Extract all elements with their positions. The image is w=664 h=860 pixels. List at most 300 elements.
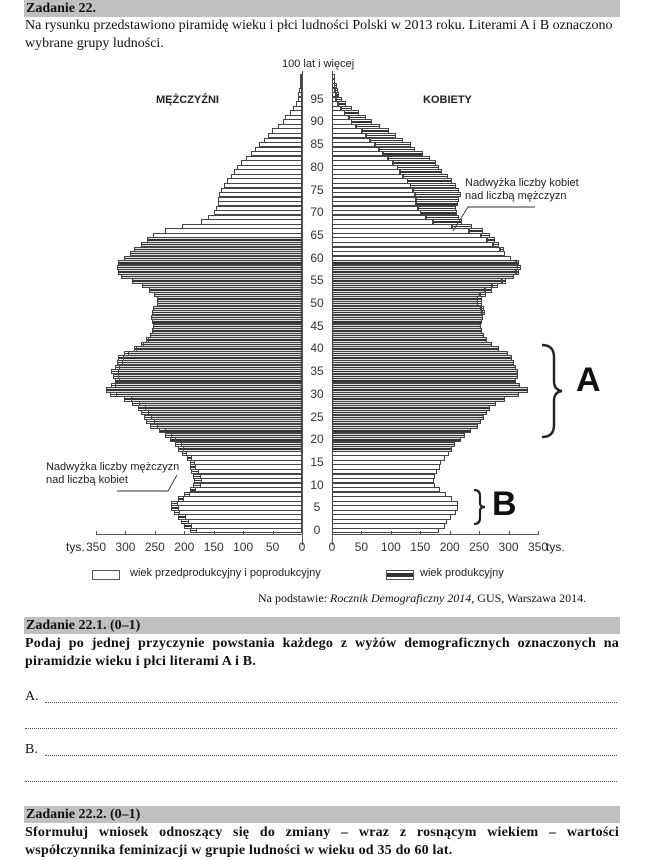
women-excess-bar [500, 247, 504, 252]
women-bar [332, 315, 483, 320]
women-label: KOBIETY [423, 94, 472, 106]
women-bar [332, 487, 440, 492]
women-bar [332, 514, 451, 519]
men-bar [178, 510, 302, 515]
men-bar [153, 419, 302, 424]
men-bar [121, 360, 303, 365]
men-bar [134, 247, 302, 252]
men-excess-bar [175, 442, 181, 447]
women-excess-bar [400, 169, 442, 174]
task-22-header: Zadanie 22. [24, 0, 620, 17]
women-bar [332, 138, 370, 143]
women-bar [332, 188, 413, 193]
women-bar [332, 464, 440, 469]
women-bar [332, 260, 516, 265]
men-bar [147, 337, 302, 342]
women-bar [332, 242, 493, 247]
x-tick [96, 531, 97, 535]
men-bar [149, 287, 302, 292]
men-excess-bar [178, 446, 184, 451]
women-unit-label: tys. [546, 540, 565, 554]
women-bar [332, 387, 528, 392]
men-bar [241, 160, 302, 165]
women-excess-bar [413, 188, 459, 193]
x-tick-label: 350 [527, 540, 549, 554]
x-tick-label: 300 [498, 540, 519, 554]
age-tick-label: 40 [310, 341, 324, 356]
men-bar [182, 224, 302, 229]
women-excess-bar [410, 183, 456, 188]
women-bar [332, 492, 446, 497]
x-tick-label: 100 [233, 540, 254, 554]
women-excess-bar [416, 197, 459, 202]
task-22-1-header: Zadanie 22.1. (0–1) [24, 617, 620, 634]
men-bar [199, 483, 302, 488]
men-excess-bar [190, 460, 195, 465]
men-bar [144, 405, 302, 410]
men-excess-bar [190, 464, 196, 469]
men-bar [135, 346, 302, 351]
answer-a-label: A. [25, 689, 39, 704]
men-excess-bar [178, 496, 185, 501]
x-tick-label: 150 [203, 540, 224, 554]
men-bar [114, 383, 302, 388]
task-22-intro: Na rysunku przedstawiono piramidę wieku i płci ludności Polski w 2013 roku. Literami A i B oznaczono wybrane grupy ludności. [25, 18, 613, 51]
men-bar [118, 378, 302, 383]
men-bar [214, 210, 303, 215]
answer-b-line-2[interactable] [25, 781, 617, 782]
men-bar [283, 119, 303, 124]
women-bar [332, 478, 434, 483]
women-bar [332, 505, 458, 510]
men-bar [268, 133, 302, 138]
answer-a-line-1[interactable] [45, 702, 617, 703]
women-excess-bar [477, 301, 481, 306]
women-bar [332, 419, 481, 424]
women-excess-bar [516, 260, 519, 265]
women-bar [332, 219, 433, 224]
women-bar [332, 510, 456, 515]
women-excess-bar [517, 265, 520, 270]
men-excess-bar [178, 514, 186, 519]
age-tick-label: 45 [310, 318, 324, 333]
men-bar [259, 142, 302, 147]
women-excess-bar [351, 119, 372, 124]
men-bar [190, 523, 303, 528]
age-tick-label: 5 [313, 500, 321, 515]
women-bar [332, 201, 416, 206]
brace-b-icon [472, 488, 488, 526]
x-tick-label: 250 [469, 540, 490, 554]
men-bar [118, 365, 302, 370]
men-bar [182, 446, 302, 451]
women-bar [332, 324, 481, 329]
men-bar [224, 183, 303, 188]
men-excess-bar [181, 519, 189, 524]
women-excess-bar [344, 110, 359, 115]
men-bar [272, 128, 302, 133]
men-bar [218, 201, 302, 206]
men-excess-pointer [115, 473, 195, 495]
women-excess-bar [336, 92, 340, 97]
age-tick-label: 20 [310, 432, 324, 447]
women-bar [332, 415, 484, 420]
women-excess-bar [362, 128, 389, 133]
men-bar [216, 206, 302, 211]
women-excess-bar [516, 269, 519, 274]
x-tick [509, 531, 510, 535]
task-22-2-prompt: Sformułuj wniosek odnoszący się do zmiany – wraz z rosnącym wiekiem – wartości współczynnika feminizacji w grupie ludności w wieku od 35 do 60 lat. [25, 825, 619, 858]
women-excess-pointer [450, 205, 540, 235]
men-excess-bar [144, 415, 152, 420]
men-bar [165, 228, 302, 233]
women-excess-bar [341, 106, 352, 111]
women-bar [332, 360, 514, 365]
men-excess-bar [138, 405, 146, 410]
legend-prod-label: wiek produkcyjny [420, 567, 504, 579]
men-excess-bar [171, 505, 178, 510]
men-bar [218, 197, 302, 202]
men-excess-bar [194, 478, 202, 483]
men-excess-bar [174, 510, 181, 515]
women-bar [332, 474, 435, 479]
women-bar [332, 156, 388, 161]
men-unit-label: tys. [66, 540, 85, 554]
x-tick [273, 531, 274, 535]
women-bar [332, 178, 408, 183]
men-bar [117, 374, 303, 379]
men-bar [255, 147, 302, 152]
men-bar [234, 169, 302, 174]
women-bar [332, 206, 418, 211]
task-22-2-header: Zadanie 22.2. (0–1) [24, 806, 620, 823]
men-bar [152, 310, 302, 315]
women-bar [332, 296, 478, 301]
men-excess-bar [159, 428, 166, 433]
men-bar [237, 165, 303, 170]
letter-a: A [576, 361, 601, 399]
women-bar [332, 119, 352, 124]
x-tick-label: 200 [439, 540, 460, 554]
age-tick-label: 80 [310, 159, 324, 174]
women-bar [332, 496, 452, 501]
women-excess-bar [502, 278, 507, 283]
men-bar [195, 528, 302, 533]
women-bar [332, 310, 482, 315]
women-bar [332, 442, 455, 447]
women-bar [332, 115, 349, 120]
women-excess-bar [335, 88, 338, 93]
men-bar [187, 519, 302, 524]
men-excess-bar [113, 374, 119, 379]
women-excess-bar [338, 101, 346, 106]
x-tick-label: 0 [298, 540, 306, 554]
top-age-label: 100 lat i więcej [282, 58, 355, 70]
women-excess-bar [356, 124, 380, 129]
women-bar [332, 346, 499, 351]
men-bar [219, 192, 302, 197]
men-bar [138, 401, 302, 406]
women-excess-note: Nadwyżka liczby kobiet nad liczbą mężczyzn [465, 177, 579, 202]
men-bar [182, 496, 302, 501]
women-bar [332, 392, 519, 397]
men-bar [142, 342, 302, 347]
women-bar [332, 301, 478, 306]
men-bar [130, 251, 303, 256]
women-bar [332, 455, 445, 460]
men-bar [147, 237, 302, 242]
women-excess-bar [493, 242, 500, 247]
men-excess-bar [184, 523, 191, 528]
women-excess-bar [482, 310, 485, 315]
x-tick [361, 531, 362, 535]
men-bar [157, 296, 303, 301]
women-bar [332, 165, 398, 170]
women-bar [332, 437, 461, 442]
men-excess-bar [124, 396, 132, 401]
women-excess-bar [480, 292, 486, 297]
men-bar [200, 478, 302, 483]
women-bar [332, 110, 345, 115]
men-bar [117, 369, 303, 374]
men-bar [300, 79, 303, 84]
men-bar [118, 260, 302, 265]
x-tick [155, 531, 156, 535]
men-bar [184, 514, 303, 519]
men-bar [150, 415, 302, 420]
age-tick-label: 30 [310, 386, 324, 401]
men-bar [152, 319, 302, 324]
men-bar [153, 324, 302, 329]
men-bar [197, 469, 302, 474]
women-excess-bar [407, 178, 452, 183]
legend-open-label: wiek przedprodukcyjny i poprodukcyjny [130, 567, 321, 579]
women-bar [332, 79, 335, 84]
men-excess-bar [190, 528, 198, 533]
women-bar [332, 460, 441, 465]
women-bar [332, 197, 416, 202]
men-excess-bar [170, 437, 176, 442]
men-bar [118, 269, 302, 274]
women-bar [332, 247, 500, 252]
men-bar [246, 156, 302, 161]
men-excess-bar [134, 346, 137, 351]
women-bar [332, 396, 505, 401]
women-bar [332, 319, 482, 324]
women-bar [332, 433, 465, 438]
women-bar [332, 283, 492, 288]
women-bar [332, 215, 426, 220]
men-bar [154, 292, 302, 297]
men-excess-bar [110, 392, 117, 397]
age-tick-label: 85 [310, 137, 324, 152]
men-excess-bar [115, 378, 120, 383]
women-excess-bar [481, 306, 484, 311]
men-bar [130, 396, 303, 401]
women-excess-bar [366, 133, 396, 138]
men-x-axis [96, 534, 302, 535]
men-bar [153, 306, 302, 311]
women-bar [332, 292, 480, 297]
women-bar [332, 333, 484, 338]
age-tick-label: 70 [310, 205, 324, 220]
x-tick [479, 531, 480, 535]
men-bar [221, 188, 302, 193]
men-bar [152, 328, 302, 333]
men-excess-bar [118, 355, 125, 360]
men-bar [190, 455, 303, 460]
age-tick-label: 0 [313, 523, 321, 537]
women-bar [332, 383, 520, 388]
men-excess-bar [187, 455, 191, 460]
men-bar [156, 424, 302, 429]
men-bar [170, 433, 303, 438]
men-label: MĘŻCZYŹNI [156, 94, 219, 106]
men-bar [290, 110, 303, 115]
men-bar [278, 124, 302, 129]
x-tick-label: 200 [174, 540, 195, 554]
women-bar [332, 405, 490, 410]
women-excess-bar [487, 237, 495, 242]
men-bar [174, 437, 303, 442]
men-bar [208, 215, 302, 220]
women-bar [332, 351, 508, 356]
men-bar [150, 333, 302, 338]
men-excess-bar [146, 419, 155, 424]
men-bar [153, 233, 302, 238]
women-bar [332, 278, 502, 283]
age-tick-label: 25 [310, 409, 324, 424]
x-tick [243, 531, 244, 535]
men-bar [300, 74, 303, 79]
women-excess-bar [388, 156, 430, 161]
age-tick-label: 35 [310, 364, 324, 379]
women-excess-bar [477, 296, 481, 301]
women-bar [332, 174, 403, 179]
men-bar [180, 442, 303, 447]
women-bar [332, 378, 516, 383]
women-bar [332, 169, 400, 174]
women-bar [332, 251, 505, 256]
women-excess-bar [349, 115, 367, 120]
women-bar [332, 446, 452, 451]
men-bar [193, 460, 302, 465]
men-bar [115, 392, 302, 397]
men-bar [124, 256, 303, 261]
answer-b-line-1[interactable] [45, 755, 617, 756]
women-excess-bar [379, 147, 415, 152]
men-bar [251, 151, 302, 156]
men-bar [106, 387, 302, 392]
legend-prod-swatch [386, 570, 414, 580]
men-bar [132, 278, 302, 283]
men-excess-bar [132, 401, 140, 406]
women-bar [332, 265, 518, 270]
women-bar [332, 337, 487, 342]
women-excess-bar [370, 138, 403, 143]
women-bar [332, 228, 469, 233]
women-bar [332, 501, 458, 506]
women-excess-bar [492, 283, 498, 288]
men-bar [188, 492, 302, 497]
women-bar [332, 124, 356, 129]
men-bar [231, 174, 302, 179]
x-tick [214, 531, 215, 535]
men-bar [117, 265, 303, 270]
men-bar [164, 428, 303, 433]
x-tick-label: 50 [354, 540, 369, 554]
women-bar [332, 183, 411, 188]
x-tick [125, 531, 126, 535]
women-excess-bar [403, 174, 447, 179]
letter-b: B [492, 485, 517, 523]
women-bar [332, 237, 487, 242]
women-bar [332, 374, 518, 379]
women-bar [332, 142, 375, 147]
men-excess-bar [117, 360, 123, 365]
women-excess-bar [336, 97, 342, 102]
age-tick-label: 65 [310, 227, 324, 242]
age-tick-label: 50 [310, 296, 324, 310]
men-bar [264, 138, 302, 143]
women-bar [332, 192, 415, 197]
women-bar [332, 523, 445, 528]
men-bar [121, 274, 303, 279]
women-bar [332, 365, 516, 370]
men-excess-bar [165, 433, 172, 438]
women-bar [332, 256, 511, 261]
women-bar [332, 224, 452, 229]
women-excess-bar [485, 287, 492, 292]
men-excess-bar [115, 365, 120, 370]
men-bar [127, 351, 303, 356]
men-bar [201, 219, 302, 224]
women-bar [332, 428, 471, 433]
men-bar [293, 106, 302, 111]
x-tick-label: 250 [144, 540, 165, 554]
answer-a-line-2[interactable] [25, 728, 617, 729]
x-tick-label: 350 [85, 540, 107, 554]
women-bar [332, 287, 485, 292]
age-tick-label: 75 [310, 182, 324, 197]
x-tick-label: 100 [380, 540, 401, 554]
answer-b-label: B. [25, 742, 38, 757]
men-bar [177, 505, 303, 510]
men-bar [194, 464, 302, 469]
women-bar [332, 147, 379, 152]
brace-a-icon [540, 343, 570, 439]
women-bar [332, 128, 362, 133]
x-tick [420, 531, 421, 535]
men-excess-bar [111, 369, 119, 374]
age-tick-label: 55 [310, 273, 324, 288]
population-pyramid-chart [0, 55, 664, 595]
men-bar [194, 487, 302, 492]
legend-open-swatch [92, 570, 120, 580]
women-bar [332, 519, 447, 524]
x-tick [184, 531, 185, 535]
women-bar [332, 106, 341, 111]
women-bar [332, 210, 421, 215]
men-bar [199, 474, 302, 479]
women-bar [332, 328, 482, 333]
age-tick-label: 10 [310, 477, 324, 492]
men-excess-note: Nadwyżka liczby mężczyzn nad liczbą kobiet [46, 461, 180, 486]
x-tick-label: 150 [410, 540, 431, 554]
women-bar [332, 401, 496, 406]
women-bar [332, 528, 439, 533]
x-tick [391, 531, 392, 535]
